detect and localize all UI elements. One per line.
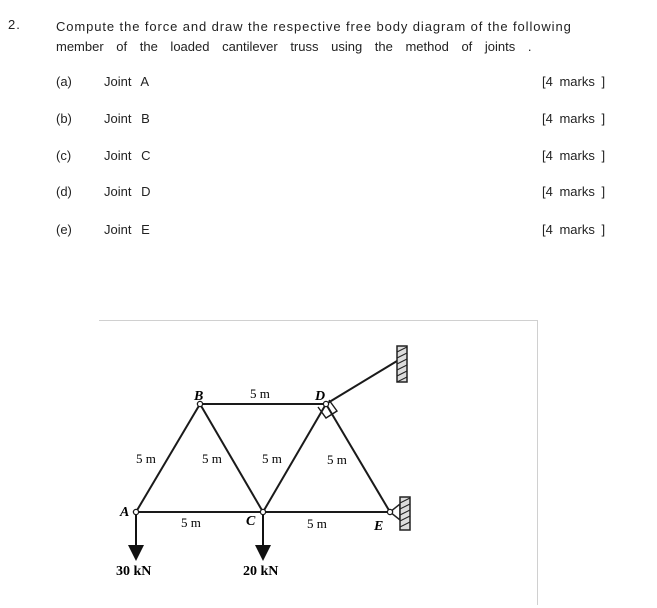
part-text: Joint E — [104, 222, 150, 237]
joint-label-b: B — [194, 389, 204, 404]
question-number: 2. — [8, 17, 21, 32]
dimension-bc: 5 m — [202, 451, 222, 466]
dimension-cd: 5 m — [262, 451, 282, 466]
dimension-bd: 5 m — [250, 386, 270, 401]
joint-label-c: C — [246, 514, 256, 529]
part-label: (a) — [56, 74, 72, 89]
joint-label-d: D — [315, 389, 326, 404]
part-marks: [4 marks ] — [542, 74, 606, 89]
joint-e-pin — [387, 509, 392, 514]
load-label-c: 20 kN — [243, 564, 279, 579]
part-label: (e) — [56, 222, 72, 237]
upper-wall-support — [397, 346, 407, 382]
part-marks: [4 marks ] — [542, 184, 606, 199]
question-line-1: Compute the force and draw the respective free body diagram of the following — [56, 19, 572, 34]
dimension-ab: 5 m — [136, 451, 156, 466]
part-label: (b) — [56, 111, 72, 126]
part-label: (d) — [56, 184, 72, 199]
part-marks: [4 marks ] — [542, 148, 606, 163]
joint-a-pin — [133, 509, 138, 514]
dimension-ce: 5 m — [307, 516, 327, 531]
part-text: Joint A — [104, 74, 150, 89]
dimension-ac: 5 m — [181, 515, 201, 530]
part-text: Joint B — [104, 111, 150, 126]
dimension-de: 5 m — [327, 452, 347, 467]
part-label: (c) — [56, 148, 72, 163]
lower-wall-support — [390, 497, 410, 530]
cable-d-wall — [326, 361, 397, 404]
part-marks: [4 marks ] — [542, 111, 606, 126]
joint-label-e: E — [374, 519, 384, 534]
part-text: Joint C — [104, 148, 151, 163]
part-marks: [4 marks ] — [542, 222, 606, 237]
part-text: Joint D — [104, 184, 151, 199]
load-label-a: 30 kN — [116, 564, 152, 579]
joint-label-a: A — [120, 505, 130, 520]
question-line-2: member of the loaded cantilever truss using the method of joints . — [56, 39, 532, 54]
joint-c-pin — [260, 509, 265, 514]
